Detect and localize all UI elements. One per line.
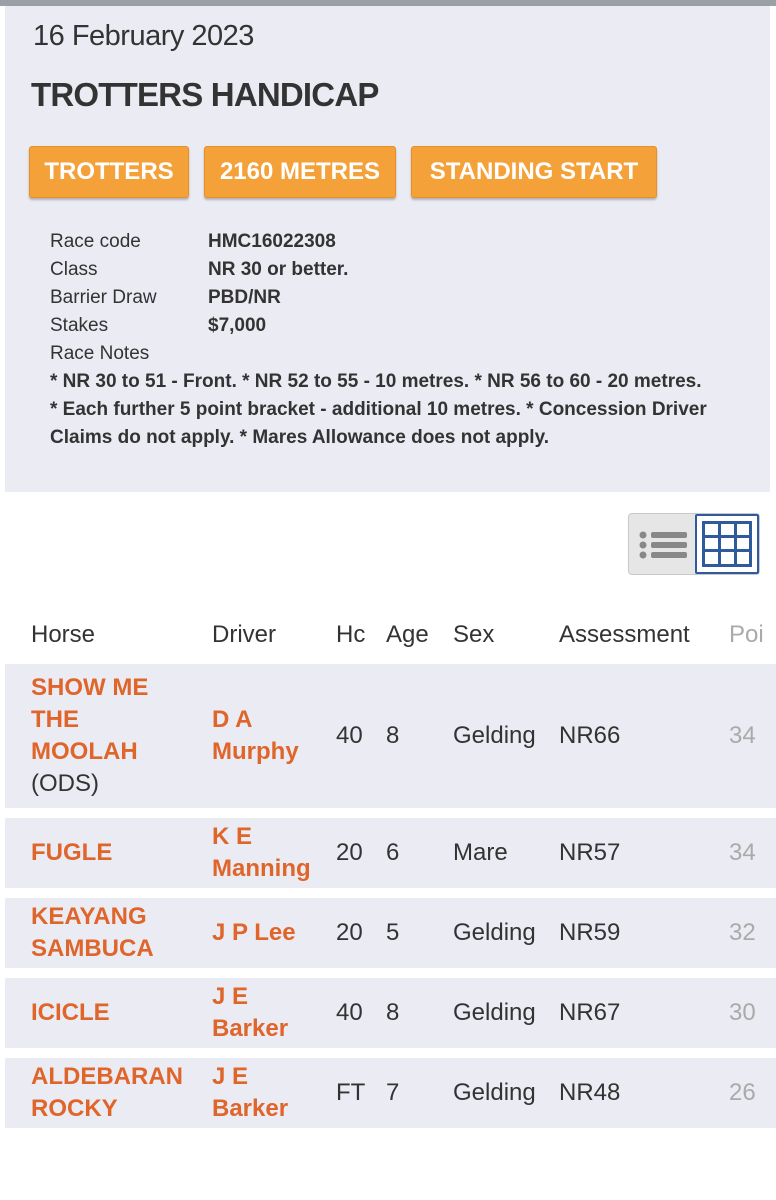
detail-barrier-draw [50,284,710,312]
tag-distance[interactable]: 2160 METRES [204,146,396,198]
detail-class [50,256,710,284]
driver-link[interactable]: D A Murphy [212,706,299,765]
age-cell: 8 [386,978,453,1048]
assessment-cell: NR66 [559,664,729,808]
horse-suffix: (ODS) [31,770,99,797]
header-sex[interactable]: Sex [453,621,495,648]
header-horse[interactable]: Horse [31,621,96,648]
detail-value: HMC16022308 [208,231,336,252]
horse-link[interactable]: SHOW ME THE MOOLAH [31,674,149,765]
hc-cell: FT [336,1058,386,1128]
assessment-cell: NR48 [559,1058,729,1128]
age-cell: 6 [386,818,453,888]
horse-link[interactable]: ICICLE [31,999,110,1026]
header-age[interactable]: Age [386,621,429,648]
tag-trotters[interactable]: TROTTERS [29,146,189,198]
table-row [5,664,776,808]
driver-link[interactable]: J E Barker [212,1063,289,1122]
horse-link[interactable]: FUGLE [31,839,113,866]
assessment-cell: NR57 [559,818,729,888]
driver-link[interactable]: K E Manning [212,823,311,882]
horse-table [5,606,776,1128]
race-details [50,228,710,452]
header-points[interactable]: Poi [729,621,764,648]
points-cell: 34 [729,664,776,808]
detail-value: $7,000 [208,315,267,336]
header-hc[interactable]: Hc [336,621,366,648]
points-cell: 26 [729,1058,776,1128]
grid-view-button[interactable] [695,514,759,574]
points-cell: 30 [729,978,776,1048]
detail-race-code [50,228,710,256]
hc-cell: 40 [336,664,386,808]
race-title: TROTTERS HANDICAP [31,76,379,113]
hc-cell: 20 [336,818,386,888]
race-notes-label: Race Notes [50,343,150,364]
detail-label: Race code [50,231,141,252]
list-icon [629,514,695,574]
detail-value: NR 30 or better. [208,259,349,280]
assessment-cell: NR67 [559,978,729,1048]
table-row [5,1058,776,1128]
age-cell: 5 [386,898,453,968]
sex-cell: Mare [453,818,559,888]
header-driver[interactable]: Driver [212,621,276,648]
grid-icon [697,516,757,572]
table-row [5,818,776,888]
horse-cell [31,664,212,808]
tag-start-type[interactable]: STANDING START [411,146,657,198]
points-cell: 34 [729,818,776,888]
hc-cell: 20 [336,898,386,968]
horse-link[interactable]: KEAYANG SAMBUCA [31,903,154,962]
row-spacer [5,968,776,978]
race-notes: * NR 30 to 51 - Front. * NR 52 to 55 - 10 metres. * NR 56 to 60 - 20 metres. * Each further 5 point bracket - additional 10 metres. * Concession Driver Claims do not apply. * Mares Allowance does not apply. [50,371,707,448]
sex-cell: Gelding [453,898,559,968]
row-spacer [5,888,776,898]
detail-label: Barrier Draw [50,287,157,308]
detail-stakes [50,312,710,340]
age-cell: 7 [386,1058,453,1128]
hc-cell: 40 [336,978,386,1048]
table-row [5,898,776,968]
points-cell: 32 [729,898,776,968]
driver-link[interactable]: J P Lee [212,919,296,946]
sex-cell: Gelding [453,978,559,1048]
driver-link[interactable]: J E Barker [212,983,289,1042]
age-cell: 8 [386,664,453,808]
detail-label: Stakes [50,315,109,336]
view-toggle [628,513,760,575]
assessment-cell: NR59 [559,898,729,968]
race-info-panel [5,6,770,492]
horse-link[interactable]: ALDEBARAN ROCKY [31,1063,183,1122]
detail-value: PBD/NR [208,287,281,308]
list-view-button[interactable] [629,514,695,574]
detail-label: Class [50,259,98,280]
sex-cell: Gelding [453,1058,559,1128]
race-date: 16 February 2023 [33,20,254,52]
table-header [5,606,776,664]
row-spacer [5,1048,776,1058]
header-assessment[interactable]: Assessment [559,621,690,648]
row-spacer [5,808,776,818]
sex-cell: Gelding [453,664,559,808]
table-row [5,978,776,1048]
